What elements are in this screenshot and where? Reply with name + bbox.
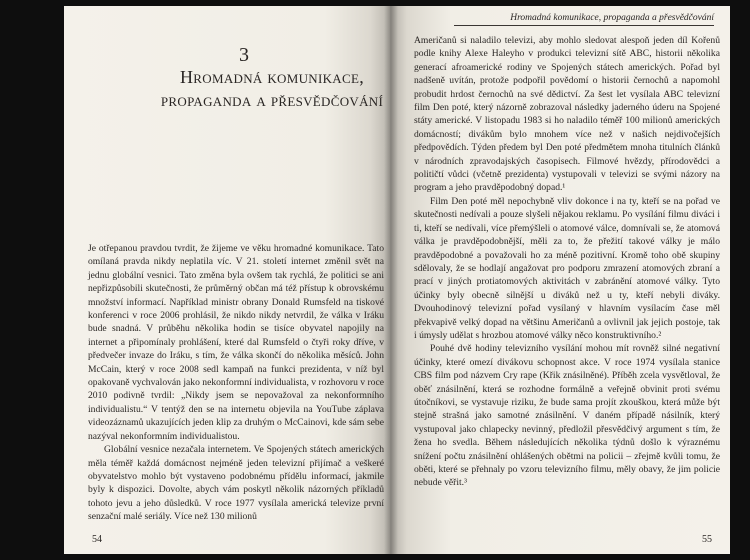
chapter-number: 3 <box>239 44 249 66</box>
chapter-title-line-1: Hromadná komunikace, <box>180 67 364 87</box>
right-body-text <box>414 34 720 490</box>
right-page <box>390 6 730 554</box>
paragraph: Je otřepanou pravdou tvrdit, že žijeme ve věku hromadné komunikace. Tato omílaná pravda nikdy neplatila víc. V 21. století internet změnil svět na jednu globální vesnici. Tato změna byla ovšem tak rychlá, že politici se ani nepřizpůsobili skutečnosti, že průměrný občan má též přístup k obrovskému množství informací. Například ministr obrany Donald Rumsfeld na tiskové konferenci v roce 2006 prohlásil, že nikdo nikdy netvrdil, že válka v Iráku bude snadná. V průběhu několika hodin se tisíce obyvatel napojily na internet a připomínaly prohlášení, které dal Rumsfeld o čtyři roky dříve, v předvečer invaze do Iráku, s tím, že válka skončí do několika měsíců. John McCain, který v roce 2008 sedl kampaň na funkci prezidenta, v níž byl opakovaně vychvalován jako nekonformní individualista, v rozhovoru v roce 2010 podivně tvrdil: „Nikdy jsem se nepovažoval za nekonformního individualistu.“ V tentýž den se na internetu objevila na YouTube záplava videozáznamů ukazujících jeden klip za druhým o McCainovi, kde sám sebe nazýval nekonformním individualistou. <box>88 243 384 442</box>
left-page <box>64 6 390 554</box>
chapter-title-line-2: propaganda a přesvědčování <box>160 90 384 110</box>
paragraph: Film Den poté měl nepochybně vliv dokonce i na ty, kteří se na pořad ve skutečnosti nedívali a pouze slyšeli nějakou reklamu. Po vysílání filmu diváci i ti, kteří se nedívali, více přemýšleli o atomové válce, domnívali se, že atomová válka je pravděpodobnější, měli za to, že přežití takové války je málo pravděpodobné a považovali ho za méně pozitivní. Kromě toho obě skupiny sdělovaly, že se hodlají angažovat pro podporu zmrazení atomových zbraní a prací v jiných protiatomových aktivitách v zabránění atomové války. Tyto účinky byly obecně silnější u diváků než u ty, kteří nebyli diváky. Dvouhodinový televizní pořad vysílaný v hlavním vysílacím čase měl překvapivě velký dopad na většinu Američanů a ovlivnil jak jejich postoje, tak i úmysly udělat s hrozbou atomové války něco konstruktivního.² <box>414 195 720 341</box>
paragraph: Američanů si naladilo televizi, aby mohlo sledovat alespoň jeden díl Kořenů podle knihy Alexe Haleyho v produkci televizní sítě ABC, historii několika generací afroamerické rodiny ve Spojených státech amerických. Pořad byl nadšeně uvítán, protože podpořil povědomí o historii černochů a napomohl probudit hrdost černochů na své dědictví. Za šest let vysílala ABC televizní film Den poté, který názorně zobrazoval následky jaderného úderu na Spojené státy americké. V listopadu 1983 si ho naladilo téměř 100 milionů amerických domácností; divákům bylo mnohem více než v našich nejdivočejších předpovědích. Týden předem byl Den poté předmětem mnoha titulních článků v národních zpravodajských časopisech. Filmové hvězdy, přírodovědci a političtí vůdci (včetně prezidenta) vystupovali v televizi se svými názory na program a jeho pravděpodobný dopad.¹ <box>414 35 720 194</box>
paragraph: Globální vesnice nezačala internetem. Ve Spojených státech amerických měla téměř každá domácnost nejméně jeden televizní přijímač a veškeré obyvatelstvo mohlo být vystaveno podobnému přídělu informací, jakmile byly k dispozici. Dovolte, abych vám poskytl několik názorných příkladů tohoto jevu a jeho důsledků. V roce 1977 vysílala americká televize první senzační malé seriály. Více než 130 milionů <box>88 444 384 523</box>
left-body-text <box>88 242 384 524</box>
running-head: Hromadná komunikace, propaganda a přesvědčování <box>454 13 714 26</box>
chapter-title <box>112 66 390 112</box>
page-number-left: 54 <box>92 534 102 545</box>
paragraph: Pouhé dvě hodiny televizního vysílání mohou mít rovněž silné negativní účinky, které omezí divákovu schopnost akce. V roce 1974 vysílala stanice CBS film pod názvem Cry rape (Křik znásilněné). Příběh zcela vysvětloval, že oběť znásilnění, která se rozhodne formálně a veřejně obvinit proti svému útočníkovi, se vystavuje riziku, že bude sama projít zkouškou, která může být stejně strašná jako samotné znásilnění. V daném případě násilník, který vystupoval jako chlapecky nevinný, předložil přesvědčivý argument s tím, že žena ho svedla. Během následujících několika týdnů došlo k výraznému snížení počtu znásilnění ohlášených obětmi na policii – zřejmě kvůli tomu, že oběti, které se přehnaly po vzoru televizního filmu, měly obavy, že jim policie nebude věřit.³ <box>414 343 720 489</box>
page-number-right: 55 <box>702 534 712 545</box>
book-gutter <box>384 6 398 554</box>
